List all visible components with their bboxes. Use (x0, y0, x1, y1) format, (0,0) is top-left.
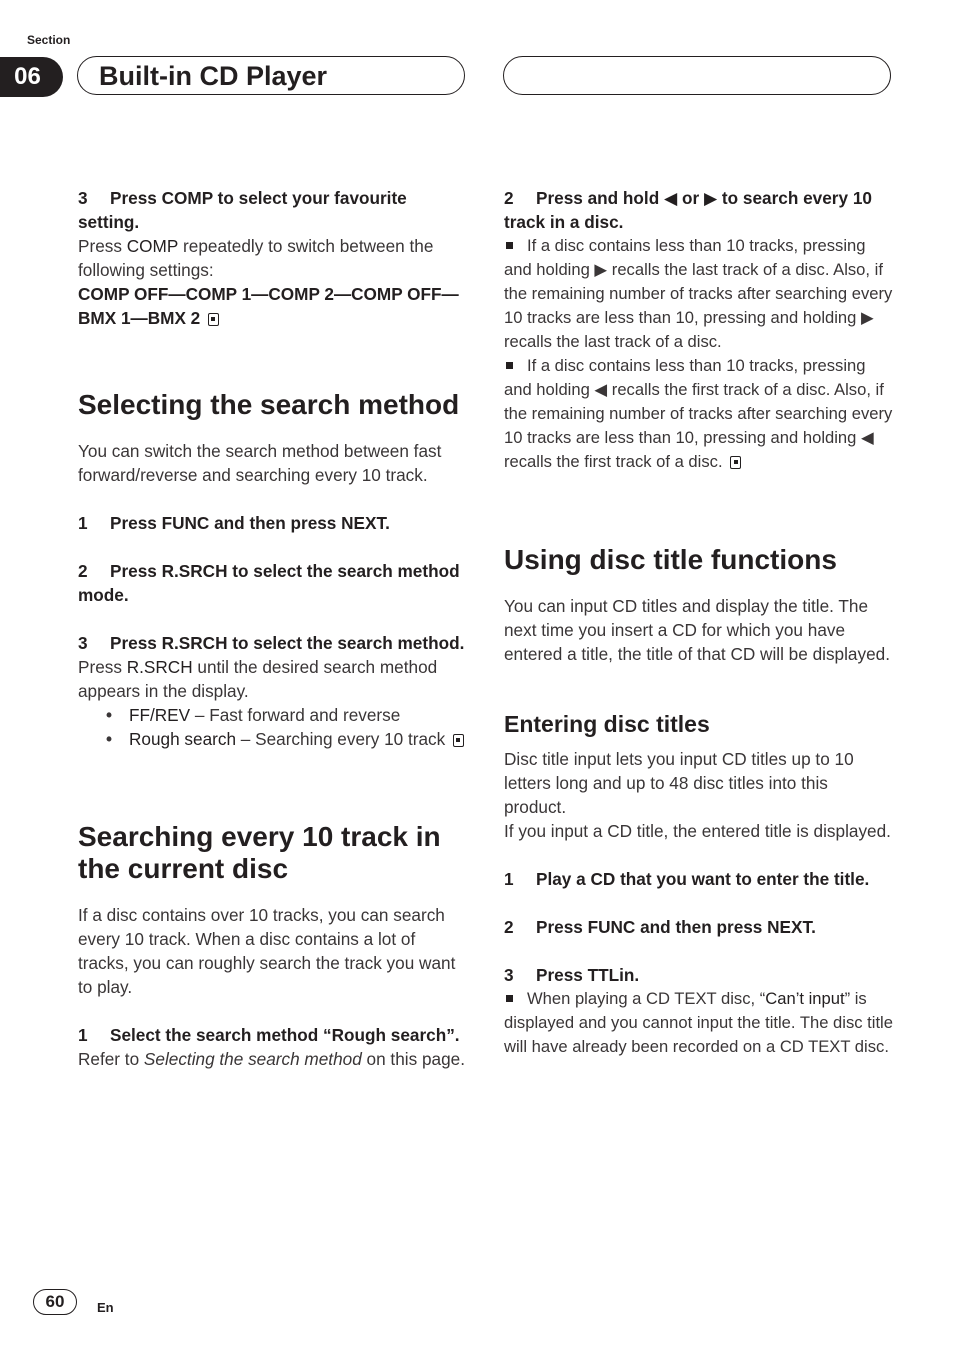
disc-title-heading: Using disc title functions (504, 544, 837, 575)
disc-title-step-1: 1 Play a CD that you want to enter the title. (504, 869, 870, 889)
page-number: 60 (33, 1289, 77, 1315)
empty-header-box (503, 56, 891, 95)
disc-title-step-2: 2 Press FUNC and then press NEXT. (504, 917, 816, 937)
comp-settings-list: COMP OFF—COMP 1—COMP 2—COMP OFF—BMX 1—BMX 2 (78, 284, 459, 328)
entering-titles-para-2: If you input a CD title, the entered title is displayed. (504, 821, 891, 841)
search-method-body: Press R.SRCH until the desired search method appears in the display. (78, 657, 438, 701)
disc-title-step-3: 3 Press TTLin. (504, 965, 640, 985)
every10-step-1: 1 Select the search method “Rough search”. (78, 1025, 460, 1045)
section-number-badge: 06 (0, 57, 63, 97)
search-method-step-3: 3 Press R.SRCH to select the search method. (78, 633, 465, 653)
search-method-step-2: 2 Press R.SRCH to select the search method mode. (78, 561, 460, 605)
press-hold-note-2: If a disc contains less than 10 tracks, pressing and holding ◀ recalls the first track of a disc. Also, if the remaining number of tracks after searching every 10 tracks are less than 10, pressing and holding ◀ recalls the first track of a disc. (504, 356, 893, 471)
end-mark-icon (453, 734, 464, 747)
section-label: Section (27, 33, 71, 47)
end-mark-icon (730, 456, 741, 469)
note-square-icon (506, 242, 513, 249)
end-mark-icon (208, 313, 219, 326)
chapter-title: Built-in CD Player (77, 56, 465, 95)
note-square-icon (506, 362, 513, 369)
option-rough-search: • Rough search – Searching every 10 track (78, 727, 468, 751)
comp-step-body: Press COMP repeatedly to switch between the following settings: (78, 236, 434, 280)
disc-title-note: When playing a CD TEXT disc, “Can’t input” is displayed and you cannot input the title. The disc title will have already been recorded on a CD TEXT disc. (504, 989, 893, 1056)
every10-heading: Searching every 10 track in the current disc (78, 821, 441, 884)
disc-title-intro: You can input CD titles and display the title. The next time you insert a CD for which you have entered a title, the title of that CD will be displayed. (504, 596, 890, 664)
language-code: En (97, 1300, 114, 1315)
press-hold-note-1: If a disc contains less than 10 tracks, pressing and holding ▶ recalls the last track of a disc. Also, if the remaining number of tracks after searching every 10 tracks are less than 10, pressing and holding ▶ recalls the last track of a disc. (504, 236, 893, 351)
search-method-heading: Selecting the search method (78, 389, 460, 420)
search-method-step-1: 1 Press FUNC and then press NEXT. (78, 513, 390, 533)
every10-refer: Refer to Selecting the search method on this page. (78, 1049, 465, 1069)
note-square-icon (506, 995, 513, 1002)
every10-intro: If a disc contains over 10 tracks, you can search every 10 track. When a disc contains a lot of tracks, you can roughly search the track you want to play. (78, 905, 456, 997)
comp-step: 3 Press COMP to select your favourite setting. (78, 188, 407, 232)
option-ff-rev: • FF/REV – Fast forward and reverse (106, 705, 401, 725)
search-method-intro: You can switch the search method between fast forward/reverse and searching every 10 track. (78, 441, 442, 485)
entering-titles-para-1: Disc title input lets you input CD titles up to 10 letters long and up to 48 disc titles into this product. (504, 749, 854, 817)
press-hold-step: 2 Press and hold ◀ or ▶ to search every 10 track in a disc. (504, 188, 872, 232)
right-column (504, 186, 894, 1059)
left-column (78, 186, 468, 1071)
entering-titles-heading: Entering disc titles (504, 711, 710, 737)
